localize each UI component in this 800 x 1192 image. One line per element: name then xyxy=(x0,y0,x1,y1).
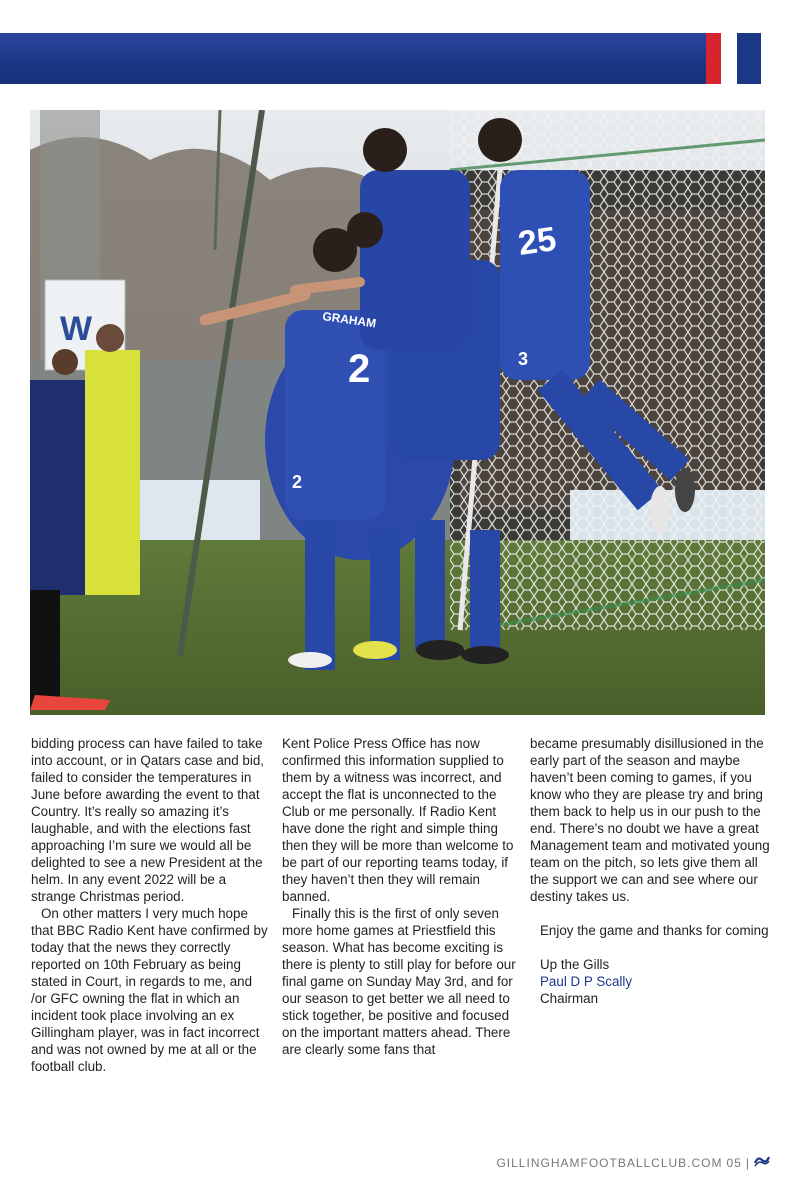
signoff-name: Paul D P Scally xyxy=(540,974,633,989)
club-logo-icon xyxy=(754,1155,770,1170)
shorts-number: 2 xyxy=(292,472,303,492)
paragraph: Finally this is the first of only seven more home games at Priestfield this season. What has become exciting is there is plenty to still play for before our final game on Sunday May 3rd, and for our season to get better we all need to stick together, be positive and focused on the important matters ahead. There are clearly some fans that xyxy=(282,906,516,1057)
article-body xyxy=(31,735,771,1135)
shirt-number-main: 2 xyxy=(348,347,371,391)
page-footer xyxy=(496,1155,770,1170)
celebration-photo xyxy=(30,110,765,715)
page-number: 05 xyxy=(726,1155,742,1170)
signoff-line: Up the Gills xyxy=(540,957,610,972)
header-blue-bar xyxy=(0,33,706,84)
footer-separator: | xyxy=(745,1155,750,1170)
paragraph: bidding process can have failed to take into account, or in Qatars case and bid, failed to consider the temperatures in June before awarding the event to that Country. It’s really so amazing it’s laughable, and with the elections fast approaching I’m sure we would all be delighted to see a new President at the helm. In any event 2022 will be a strange Christmas period. xyxy=(31,736,264,904)
header-red-stripe xyxy=(706,33,721,84)
shorts-number-2: 3 xyxy=(518,349,529,369)
signoff xyxy=(530,956,770,1007)
header-blue-stripe xyxy=(737,33,761,84)
header-stripe-gap xyxy=(721,33,737,84)
sign-text: W xyxy=(60,310,93,348)
article-column-2 xyxy=(282,735,520,1058)
paragraph: became presumably disillusioned in the early part of the season and maybe haven’t been coming to games, if you know who they are please try and bring them back to help us in our push to the end. There’s no doubt we have a great Management team and motivated young team on the pitch, so lets give them all the support we can and see where our destiny takes us. xyxy=(530,736,770,904)
paragraph: Enjoy the game and thanks for coming xyxy=(540,923,769,938)
shirt-name: GRAHAM xyxy=(321,309,378,331)
paragraph: On other matters I very much hope that BBC Radio Kent have confirmed by today that the news they correctly reported on 10th February as being stated in Court, in regards to me, and /or GFC owning the flat in which an incident took place involving an ex Gillingham player, was in fact incorrect and was not owned by me at all or the football club. xyxy=(31,906,268,1074)
article-column-3 xyxy=(530,735,770,1007)
article-column-1 xyxy=(31,735,269,1075)
signoff-title: Chairman xyxy=(540,991,599,1006)
footer-site: GILLINGHAMFOOTBALLCLUB.COM xyxy=(496,1155,723,1170)
shirt-number-jumping: 25 xyxy=(515,220,559,263)
paragraph: Kent Police Press Office has now confirmed this information supplied to them by a witness was incorrect, and accept the flat is unconnected to the Club or me personally. If Radio Kent have done the right and simple thing then they will be more than welcome to be part of our reporting teams today, if they haven’t then they will remain banned. xyxy=(282,736,514,904)
